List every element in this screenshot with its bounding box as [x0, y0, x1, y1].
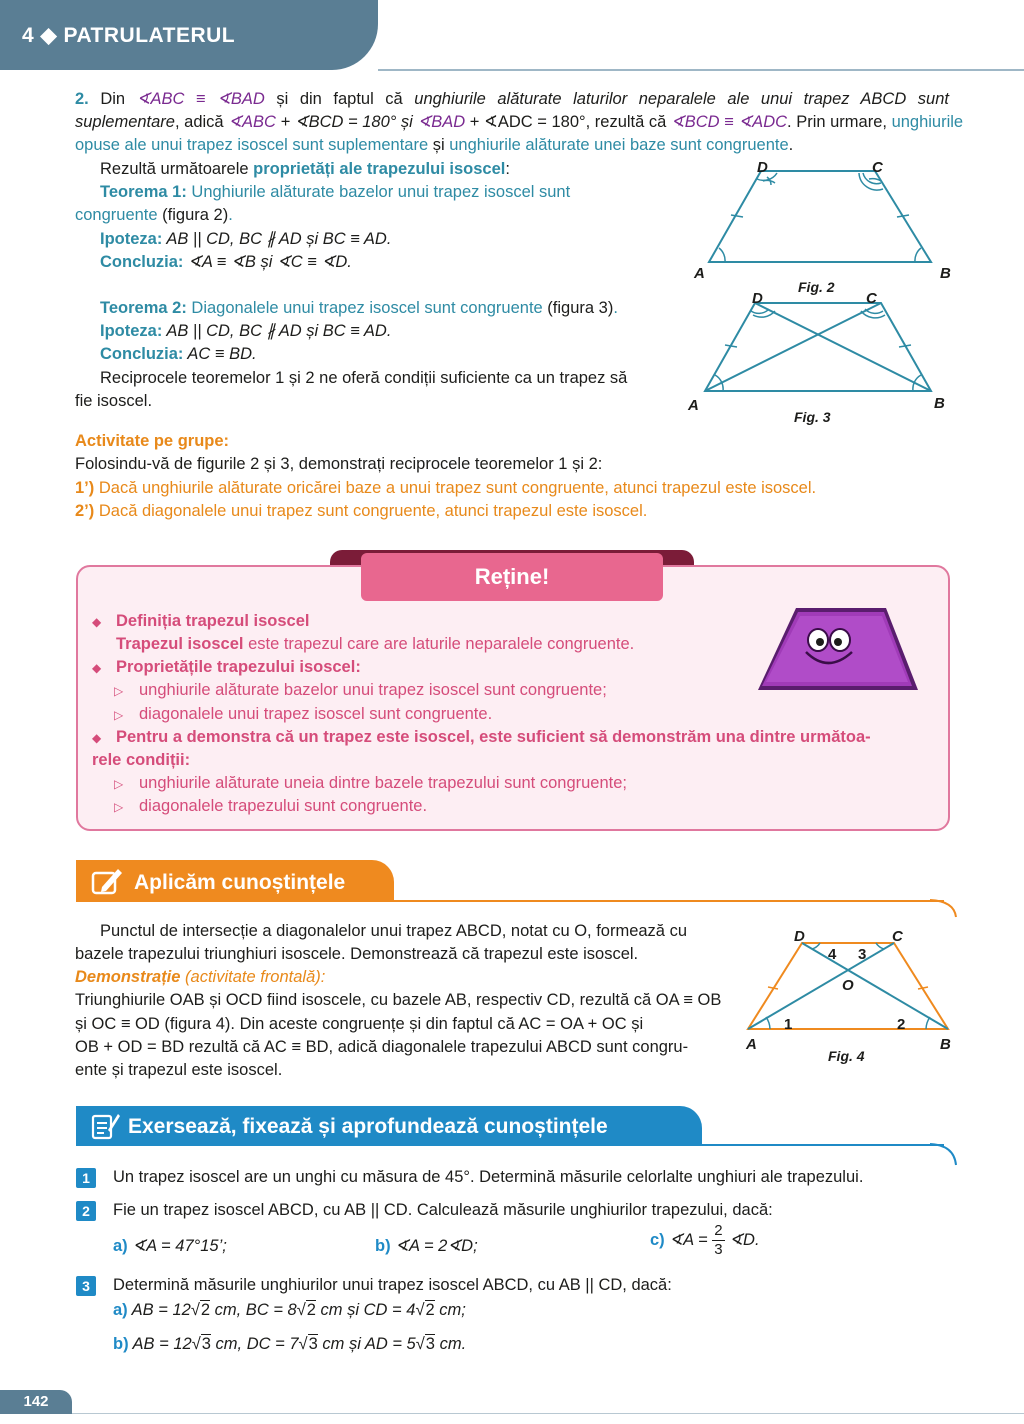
text: Rezultă următoarele	[100, 160, 254, 178]
fig4-label-c: C	[892, 928, 903, 945]
teal-text: .	[613, 299, 618, 317]
b1-title: Definiția trapezul isoscel	[116, 612, 310, 630]
demo-heading	[75, 966, 325, 990]
demo-label: Demonstrație	[75, 968, 181, 986]
trapezoid-mascot-icon	[752, 602, 924, 698]
teal-text: congruente	[75, 206, 158, 224]
text: cm;	[434, 1301, 466, 1319]
fig3-caption: Fig. 3	[794, 409, 831, 425]
b1-bold: Trapezul isoscel	[116, 635, 244, 653]
concl-text: ∢A ≡ ∢B și ∢C ≡ ∢D.	[183, 253, 352, 271]
retine-title: Reține!	[361, 553, 663, 601]
teal-text: opuse ale unui trapez isoscel sunt suplementare	[75, 136, 429, 154]
reciprocal-1	[75, 477, 816, 501]
hyp-text: AB || CD, BC ∦ AD și BC ≡ AD.	[162, 322, 392, 340]
text: Din	[100, 90, 137, 108]
aplicam-p2: bazele trapezului triunghiuri isoscele. Demonstrează că trapezul este isoscel.	[75, 945, 639, 963]
exercises-title: Exersează, fixează și aprofundează cunoștințele	[128, 1115, 608, 1138]
footer-rule	[72, 1413, 1024, 1414]
angle-text: ∢ABC	[228, 113, 276, 131]
arrow-icon: ▷	[114, 684, 124, 698]
teal-text: unghiurile	[891, 113, 964, 131]
aplicam-curve	[930, 899, 960, 919]
fig3-label-d: D	[752, 290, 763, 307]
fig4-caption: Fig. 4	[828, 1048, 865, 1064]
text: cm.	[434, 1335, 467, 1353]
hyp-text: AB || CD, BC ∦ AD și BC ≡ AD.	[162, 230, 392, 248]
frac-num: 2	[714, 1222, 723, 1239]
text: (figura 3)	[542, 299, 614, 317]
fig4-label-d: D	[794, 928, 805, 945]
teal-text: unghiurile alăturate unei baze sunt congruente	[449, 136, 789, 154]
fig4-label-o: O	[842, 977, 854, 994]
diamond-icon: ◆	[92, 731, 102, 745]
b1-text: este trapezul care are laturile neparalele congruente.	[243, 635, 635, 653]
text: + ∢ADC = 180°, rezultă că	[465, 113, 671, 131]
hypothesis-2	[100, 320, 391, 344]
exercise-1-text: Un trapez isoscel are un unghi cu măsura de 45°. Determină măsurile celorlalte unghiuri ale trapezului.	[113, 1168, 864, 1186]
exercise-2-number: 2	[76, 1201, 96, 1221]
concl-label: Concluzia:	[100, 345, 184, 363]
activity-text: Folosindu-vă de figurile 2 și 3, demonstrați reciprocele teoremelor 1 și 2:	[75, 455, 603, 473]
radicand: 3	[201, 1335, 211, 1353]
exercise-2-text: Fie un trapez isoscel ABCD, cu AB || CD. Calculează măsurile unghiurilor trapezului, dacă:	[113, 1201, 773, 1219]
intro-line-3	[75, 134, 793, 158]
sqrt-sign: √	[191, 1335, 201, 1353]
hyp-label: Ipoteza:	[100, 322, 163, 340]
fig4-label-b: B	[940, 1036, 951, 1053]
retine-b3-item-1	[114, 772, 627, 797]
exercise-3a	[113, 1299, 466, 1323]
exercise-1-number: 1	[76, 1168, 96, 1188]
demo-line-2: și OC ≡ OD (figura 4). Din aceste congruențe și din faptul că AC = OA + OC și	[75, 1015, 644, 1033]
radicand: 2	[200, 1301, 211, 1319]
aplicam-p1: Punctul de intersecție a diagonalelor unui trapez ABCD, notat cu O, formează cu	[100, 922, 687, 940]
retine-bullet-1	[92, 610, 309, 635]
r1-label: 1’)	[75, 479, 95, 497]
exercise-3b	[113, 1333, 466, 1357]
text: cm și AD = 5	[317, 1335, 416, 1353]
figure-3	[685, 295, 955, 405]
teal-text: Diagonalele unui trapez isoscel sunt congruente	[186, 299, 543, 317]
label-c: c)	[650, 1230, 665, 1249]
angle-text: ∢BCD ≡ ∢ADC	[670, 113, 788, 131]
text: :	[505, 160, 510, 178]
concl-text: AC ≡ BD.	[183, 345, 257, 363]
fig4-angle-3: 3	[858, 946, 867, 963]
demo-line-3: OB + OD = BD rezultă că AC ≡ BD, adică diagonalele trapezului ABCD sunt congru-	[75, 1038, 689, 1056]
b2-i2: diagonalele unui trapez isoscel sunt congruente.	[139, 705, 493, 723]
e2c-pre: ∢A =	[664, 1230, 713, 1249]
text: și	[428, 136, 450, 154]
arrow-icon: ▷	[114, 777, 124, 791]
fig4-label-a: A	[746, 1036, 757, 1053]
page-number: 142	[0, 1390, 72, 1414]
chapter-title: 4 ◆ PATRULATERUL	[22, 24, 236, 47]
reciprocal-line-2: fie isoscel.	[75, 392, 153, 410]
text: cm, DC = 7	[210, 1335, 299, 1353]
demo-line-4: ente și trapezul este isoscel.	[75, 1061, 283, 1079]
radicand: 3	[308, 1335, 318, 1353]
theorem-1-line	[100, 181, 570, 205]
teal-text: Unghiurile alăturate bazelor unui trapez isoscel sunt	[186, 183, 571, 201]
text: .	[788, 136, 794, 154]
fig4-angle-4: 4	[828, 946, 837, 963]
retine-b2-item-2	[114, 703, 492, 728]
arrow-icon: ▷	[114, 708, 124, 722]
hypothesis-1	[100, 228, 391, 252]
r2-text: Dacă diagonalele unui trapez sunt congruente, atunci trapezul este isoscel.	[94, 502, 648, 520]
radicand: 3	[425, 1335, 435, 1353]
activity-title: Activitate pe grupe:	[75, 432, 230, 450]
radicand: 2	[306, 1301, 316, 1319]
theorem-1-line-2	[75, 204, 233, 228]
r1-text: Dacă unghiurile alăturate oricărei baze a unui trapez sunt congruente, atunci trapezul este isoscel.	[94, 479, 817, 497]
exercise-2b	[375, 1235, 478, 1259]
b2-i1: unghiurile alăturate bazelor unui trapez isoscel sunt congruente;	[139, 681, 607, 699]
fig2-label-d: D	[757, 159, 768, 176]
radicand: 2	[425, 1301, 435, 1319]
text: cm, BC = 8	[210, 1301, 297, 1319]
b3-title: Pentru a demonstra că un trapez este isoscel, este suficient să demonstrăm una dintre următoa-	[116, 728, 871, 746]
figure-2	[685, 155, 955, 295]
diamond-icon: ◆	[92, 615, 102, 629]
sqrt-sign: √	[415, 1335, 425, 1353]
exercise-3-number: 3	[76, 1276, 96, 1296]
theorem-2-label: Teorema 2:	[100, 299, 187, 317]
text: AB = 12	[127, 1301, 191, 1319]
retine-b3-line-2	[92, 749, 190, 773]
aplicam-title: Aplicăm cunoștințele	[134, 871, 346, 894]
sqrt-sign: √	[415, 1301, 425, 1319]
text: , adică	[174, 113, 229, 131]
retine-b3-item-2	[114, 795, 427, 820]
fig3-label-b: B	[934, 395, 945, 412]
fig4-angle-2: 2	[897, 1016, 906, 1033]
exercise-2c	[650, 1222, 760, 1259]
sqrt-sign: √	[190, 1301, 200, 1319]
exercises-curve	[930, 1143, 960, 1169]
text: (figura 2)	[157, 206, 229, 224]
label-b: b)	[375, 1237, 391, 1255]
reciprocal-2	[75, 500, 647, 524]
arrow-icon: ▷	[114, 800, 124, 814]
italic-text: unghiurile alăturate laturilor neparalele ale unui trapez ABCD sunt	[414, 90, 949, 108]
bold-teal: proprietăți ale trapezului isoscel	[253, 160, 506, 178]
intro-line-1	[75, 88, 949, 112]
pencil-icon	[90, 865, 124, 897]
b3-title-2: rele condiții:	[92, 751, 191, 769]
fig3-label-a: A	[688, 397, 699, 414]
demo-line-1: Triunghiurile OAB și OCD fiind isoscele, cu bazele AB, respectiv CD, rezultă că OA ≡ OB	[75, 991, 722, 1009]
hyp-label: Ipoteza:	[100, 230, 163, 248]
exercises-rule	[76, 1144, 944, 1146]
frac-den: 3	[714, 1241, 723, 1258]
retine-def	[116, 633, 634, 657]
reciprocal-line-1: Reciprocele teoremelor 1 și 2 ne oferă condiții suficiente ca un trapez să	[100, 369, 628, 387]
fig2-label-b: B	[940, 265, 951, 282]
b3-i1: unghiurile alăturate uneia dintre bazele trapezului sunt congruente;	[139, 774, 627, 792]
retine-b2-item-1	[114, 679, 607, 704]
theorem-1-label: Teorema 1:	[100, 183, 187, 201]
fig4-angle-1: 1	[784, 1016, 793, 1033]
text: cm și CD = 4	[315, 1301, 416, 1319]
text: . Prin urmare,	[787, 113, 892, 131]
sqrt-sign: √	[296, 1301, 306, 1319]
fig2-caption: Fig. 2	[798, 279, 835, 295]
exercise-3-text: Determină măsurile unghiurilor unui trapez isoscel ABCD, cu AB || CD, dacă:	[113, 1276, 672, 1294]
r2-label: 2’)	[75, 502, 95, 520]
text: AB = 12	[128, 1335, 192, 1353]
item-number: 2.	[75, 90, 89, 108]
diamond-icon: ◆	[92, 661, 102, 675]
aplicam-rule	[76, 900, 944, 902]
theorem-2-line	[100, 297, 618, 321]
angle-text: ∢BAD	[417, 113, 466, 131]
notebook-icon	[90, 1110, 120, 1142]
retine-bullet-3	[92, 726, 871, 751]
text: și din faptul că	[264, 90, 415, 108]
e2b-text: ∢A = 2∢D;	[390, 1237, 478, 1255]
italic-text: suplementare	[75, 113, 175, 131]
header-rule	[378, 69, 1024, 71]
conclusion-1	[100, 251, 352, 275]
text: + ∢BCD = 180° și	[275, 113, 418, 131]
b3-i2: diagonalele trapezului sunt congruente.	[139, 797, 428, 815]
b2-title: Proprietățile trapezului isoscel:	[116, 658, 361, 676]
fig2-label-c: C	[872, 159, 883, 176]
label-a: a)	[113, 1301, 128, 1319]
fig3-label-c: C	[866, 290, 877, 307]
label-b: b)	[113, 1335, 129, 1353]
conclusion-2	[100, 343, 257, 367]
e2a-text: ∢A = 47°15’;	[127, 1237, 227, 1255]
angle-text: ∢ABC ≡ ∢BAD	[136, 90, 265, 108]
label-a: a)	[113, 1237, 128, 1255]
fig2-label-a: A	[694, 265, 705, 282]
result-line	[100, 158, 510, 182]
teal-text: .	[228, 206, 233, 224]
sqrt-sign: √	[298, 1335, 308, 1353]
exercise-2a	[113, 1235, 227, 1259]
intro-line-2	[75, 111, 963, 135]
e2c-post: ∢D.	[729, 1230, 760, 1249]
retine-bullet-2	[92, 656, 361, 681]
fraction	[712, 1222, 724, 1259]
demo-sub: (activitate frontală):	[180, 968, 326, 986]
concl-label: Concluzia:	[100, 253, 184, 271]
